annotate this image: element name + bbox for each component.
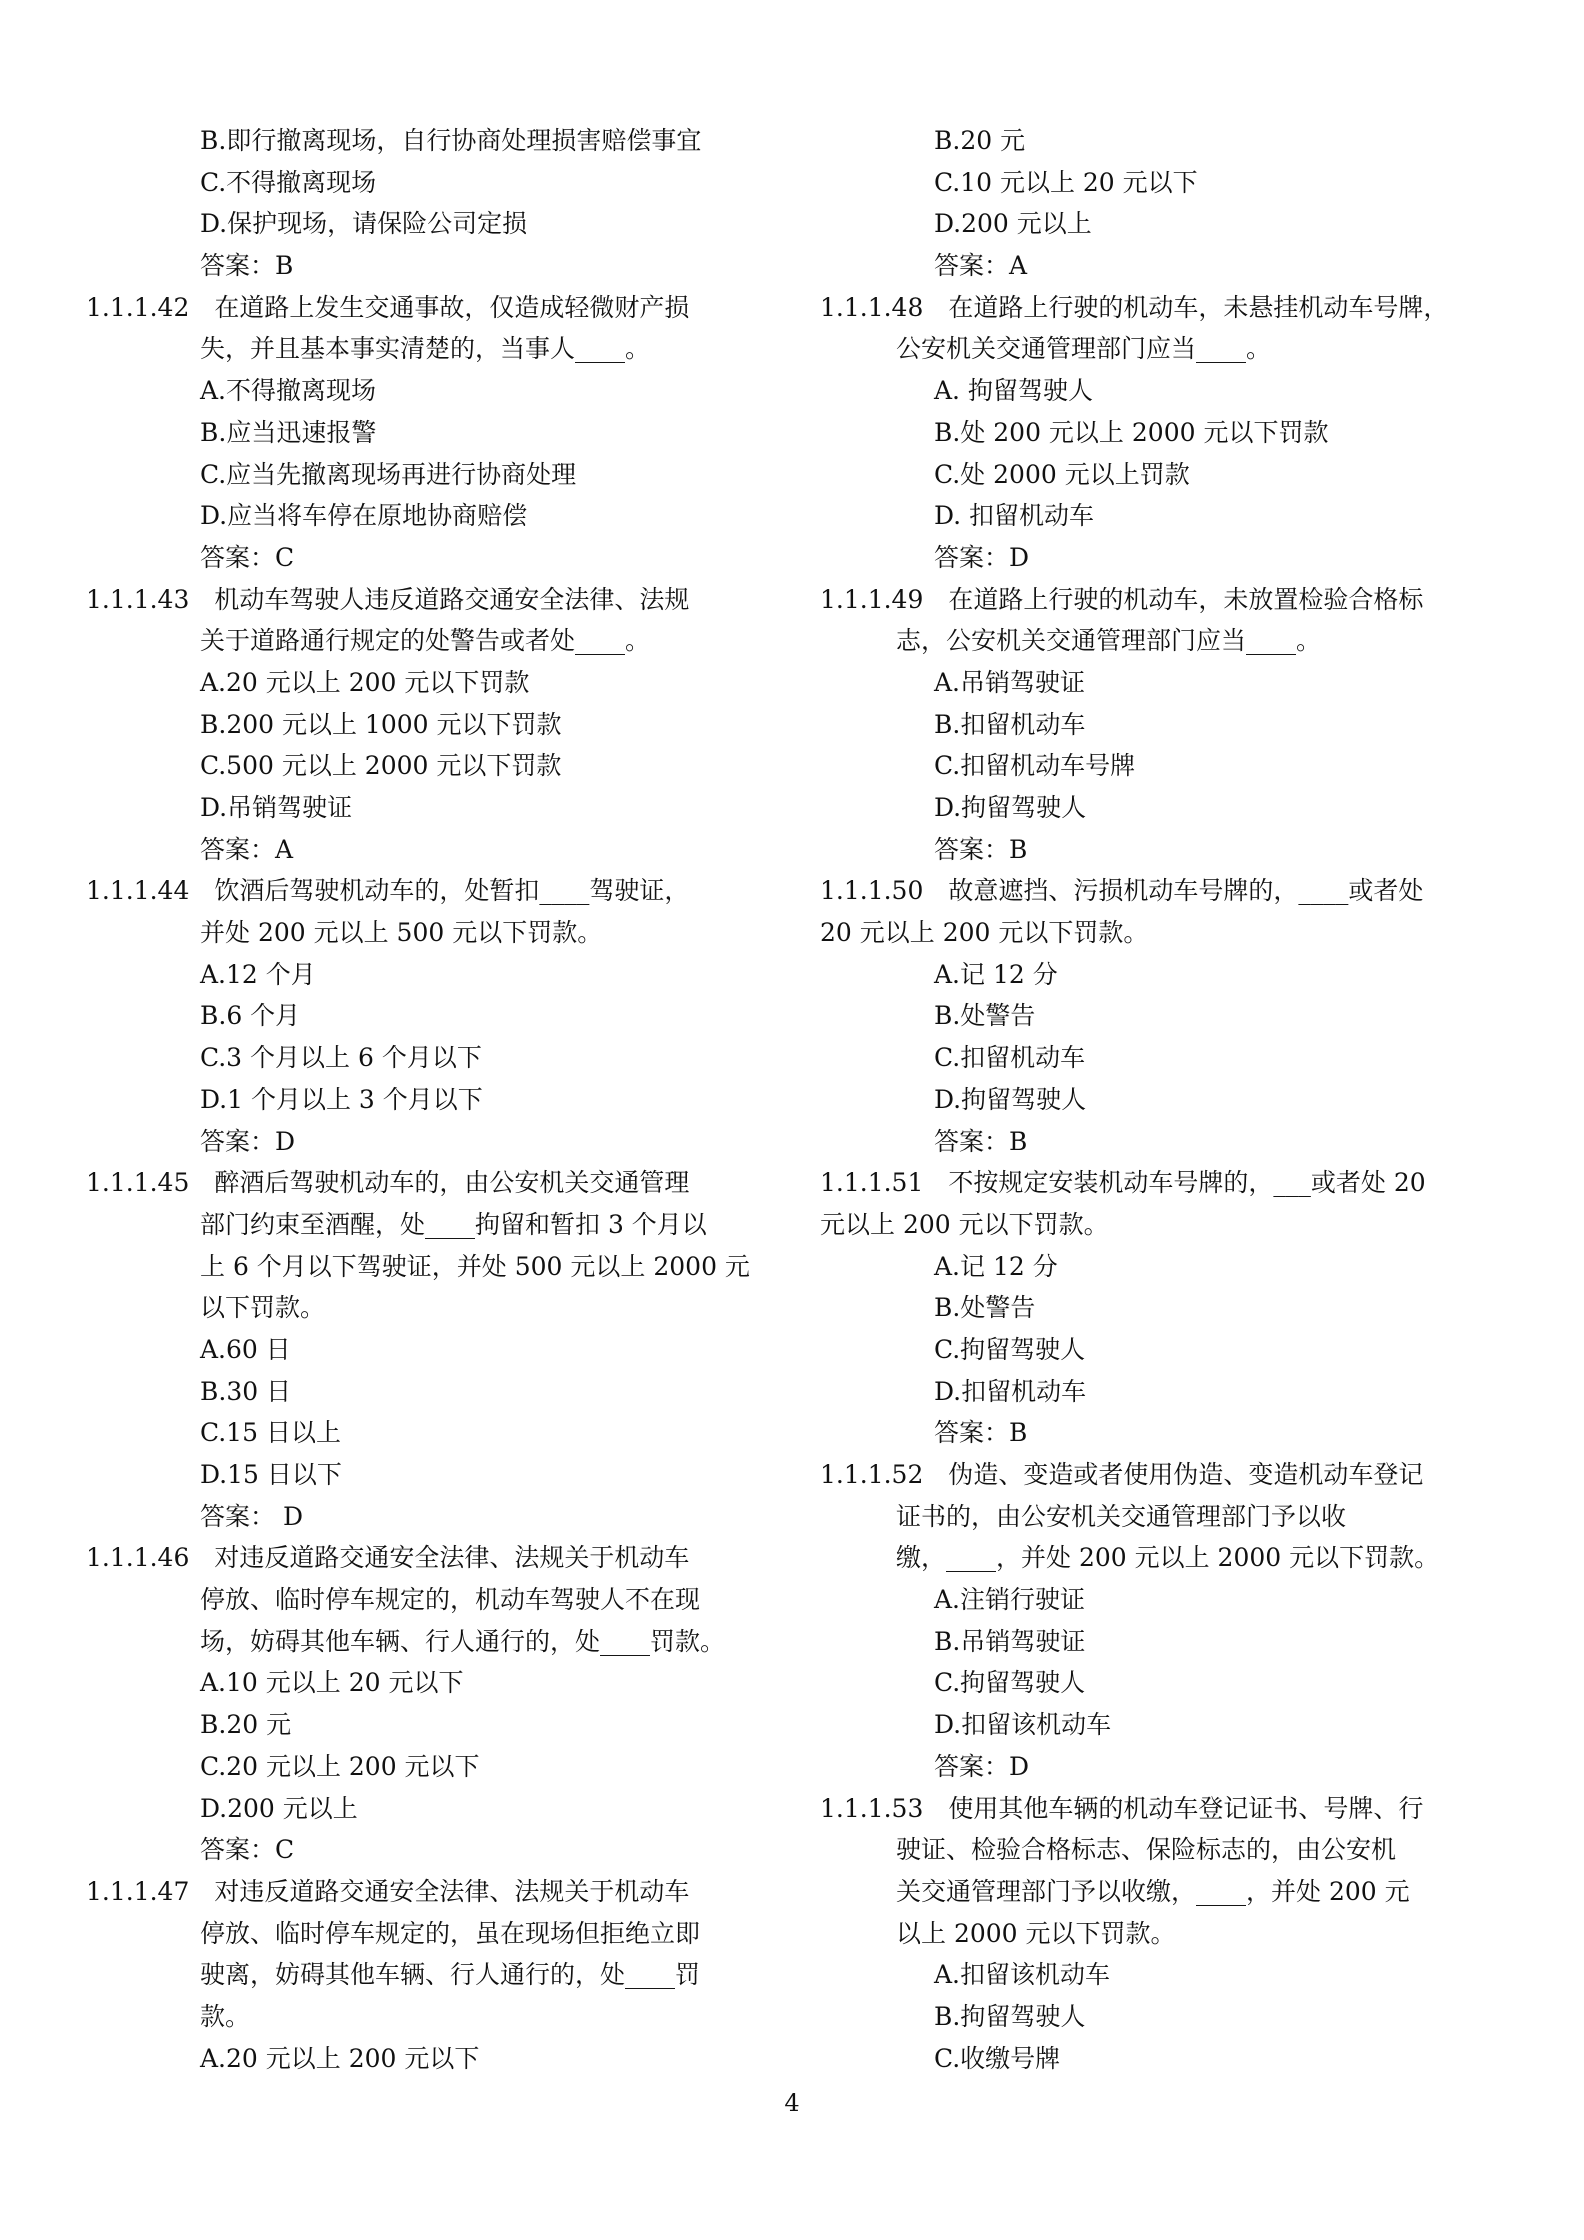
answer-option: B.处警告 xyxy=(934,1293,1036,1323)
question-text: 不按规定安装机动车号牌的，___或者处 20 xyxy=(948,1168,1426,1198)
question-continuation: 部门约束至酒醒，处____拘留和暂扣 3 个月以 xyxy=(200,1209,707,1239)
question-continuation: 公安机关交通管理部门应当____。 xyxy=(896,334,1272,364)
answer-key: 答案：C xyxy=(200,1835,295,1865)
answer-option: D.保护现场，请保险公司定损 xyxy=(200,209,528,239)
answer-option: C.拘留驾驶人 xyxy=(934,1668,1086,1698)
question-continuation: 驶离，妨碍其他车辆、行人通行的，处____罚 xyxy=(200,1960,701,1990)
answer-key: 答案：C xyxy=(200,542,295,572)
question-stem xyxy=(86,1537,768,1579)
question-continuation: 以下罚款。 xyxy=(200,1293,326,1323)
question-stem xyxy=(820,1162,1510,1204)
answer-option: B.处 200 元以上 2000 元以下罚款 xyxy=(934,417,1329,447)
question-number: 1.1.1.49 xyxy=(820,584,924,614)
answer-option: D. 扣留机动车 xyxy=(934,501,1095,531)
answer-option: B.吊销驾驶证 xyxy=(934,1626,1086,1656)
answer-key: 答案：A xyxy=(934,251,1028,281)
question-stem xyxy=(820,870,1510,912)
answer-key: 答案：A xyxy=(200,834,294,864)
question-continuation: 志，公安机关交通管理部门应当____。 xyxy=(896,626,1322,656)
answer-option: A.吊销驾驶证 xyxy=(934,667,1086,697)
answer-option: B.扣留机动车 xyxy=(934,709,1086,739)
answer-option: B.200 元以上 1000 元以下罚款 xyxy=(200,709,562,739)
question-text: 在道路上行驶的机动车，未悬挂机动车号牌， xyxy=(948,292,1449,322)
answer-option: C.应当先撤离现场再进行协商处理 xyxy=(200,459,577,489)
question-number: 1.1.1.45 xyxy=(86,1168,190,1198)
answer-option: B.20 元 xyxy=(934,126,1026,155)
answer-option: C.处 2000 元以上罚款 xyxy=(934,459,1190,489)
answer-option: D.200 元以上 xyxy=(934,209,1092,239)
question-continuation: 款。 xyxy=(200,2001,251,2031)
right-column xyxy=(820,120,1510,2079)
answer-key: 答案：B xyxy=(934,1126,1028,1156)
question-text: 对违反道路交通安全法律、法规关于机动车 xyxy=(214,1543,690,1573)
question-stem xyxy=(86,1162,768,1204)
answer-key: 答案：D xyxy=(200,1126,296,1156)
answer-option: D.扣留机动车 xyxy=(934,1376,1087,1406)
answer-option: C.3 个月以上 6 个月以下 xyxy=(200,1043,482,1073)
answer-key: 答案：B xyxy=(200,251,294,281)
question-continuation: 驶证、检验合格标志、保险标志的，由公安机 xyxy=(896,1835,1397,1865)
question-number: 1.1.1.50 xyxy=(820,876,924,906)
answer-option: B.20 元 xyxy=(200,1710,292,1740)
question-text: 在道路上行驶的机动车，未放置检验合格标 xyxy=(948,584,1424,614)
answer-option: C.20 元以上 200 元以下 xyxy=(200,1751,480,1781)
answer-option: A.记 12 分 xyxy=(934,959,1058,989)
question-stem xyxy=(86,870,768,912)
answer-option: D.扣留该机动车 xyxy=(934,1710,1112,1740)
question-number: 1.1.1.48 xyxy=(820,292,924,322)
question-stem xyxy=(820,287,1510,329)
answer-option: A.不得撤离现场 xyxy=(200,376,377,406)
answer-option: D.拘留驾驶人 xyxy=(934,793,1087,822)
answer-option: A.记 12 分 xyxy=(934,1251,1058,1281)
question-text: 机动车驾驶人违反道路交通安全法律、法规 xyxy=(214,584,690,614)
answer-option: C.收缴号牌 xyxy=(934,2043,1061,2073)
answer-option: A.12 个月 xyxy=(200,959,316,989)
question-number: 1.1.1.43 xyxy=(86,584,190,614)
answer-option: D.1 个月以上 3 个月以下 xyxy=(200,1084,483,1114)
question-continuation: 停放、临时停车规定的，虽在现场但拒绝立即 xyxy=(200,1918,701,1948)
question-number: 1.1.1.53 xyxy=(820,1793,924,1823)
question-text: 醉酒后驾驶机动车的，由公安机关交通管理 xyxy=(214,1168,690,1198)
answer-key: 答案：B xyxy=(934,1418,1028,1448)
answer-option: C.500 元以上 2000 元以下罚款 xyxy=(200,751,562,781)
answer-option: A. 拘留驾驶人 xyxy=(934,376,1093,406)
answer-option: B.30 日 xyxy=(200,1376,292,1406)
question-continuation: 关于道路通行规定的处警告或者处____。 xyxy=(200,626,651,656)
question-stem xyxy=(820,1788,1510,1830)
answer-option: A.扣留该机动车 xyxy=(934,1960,1111,1990)
answer-option: D.拘留驾驶人 xyxy=(934,1084,1087,1114)
question-number: 1.1.1.46 xyxy=(86,1543,190,1573)
answer-key: 答案：B xyxy=(934,834,1028,864)
question-stem xyxy=(86,287,768,329)
answer-option: D.15 日以下 xyxy=(200,1460,342,1489)
question-continuation: 关交通管理部门予以收缴，____，并处 200 元 xyxy=(896,1876,1410,1906)
answer-option: C.拘留驾驶人 xyxy=(934,1334,1086,1364)
answer-option: C.10 元以上 20 元以下 xyxy=(934,167,1198,197)
question-stem xyxy=(820,579,1510,621)
question-text: 使用其他车辆的机动车登记证书、号牌、行 xyxy=(948,1793,1424,1823)
answer-option: C.15 日以上 xyxy=(200,1418,341,1448)
question-number: 1.1.1.47 xyxy=(86,1876,190,1906)
answer-option: B.拘留驾驶人 xyxy=(934,2001,1086,2031)
question-number: 1.1.1.52 xyxy=(820,1460,924,1489)
question-continuation: 以上 2000 元以下罚款。 xyxy=(896,1918,1176,1948)
answer-option: C.扣留机动车 xyxy=(934,1043,1086,1073)
answer-key: 答案：D xyxy=(934,1751,1030,1781)
question-continuation: 上 6 个月以下驾驶证，并处 500 元以上 2000 元 xyxy=(200,1251,750,1281)
answer-option: A.注销行驶证 xyxy=(934,1585,1086,1615)
question-continuation: 停放、临时停车规定的，机动车驾驶人不在现 xyxy=(200,1585,701,1615)
question-stem xyxy=(86,1871,768,1913)
question-continuation: 证书的，由公安机关交通管理部门予以收 xyxy=(896,1501,1347,1531)
left-column xyxy=(86,120,768,2079)
question-number: 1.1.1.51 xyxy=(820,1168,924,1198)
question-continuation: 元以上 200 元以下罚款。 xyxy=(820,1209,1109,1239)
question-number: 1.1.1.42 xyxy=(86,292,190,322)
answer-option: B.6 个月 xyxy=(200,1001,301,1031)
question-stem xyxy=(820,1454,1510,1496)
question-continuation: 缴，____，并处 200 元以上 2000 元以下罚款。 xyxy=(896,1543,1440,1573)
answer-option: C.不得撤离现场 xyxy=(200,167,377,197)
question-continuation: 场，妨碍其他车辆、行人通行的，处____罚款。 xyxy=(200,1626,726,1656)
answer-option: A.10 元以上 20 元以下 xyxy=(200,1668,464,1698)
answer-option: B.处警告 xyxy=(934,1001,1036,1031)
answer-option: C.扣留机动车号牌 xyxy=(934,751,1136,781)
answer-option: B.即行撤离现场，自行协商处理损害赔偿事宜 xyxy=(200,126,702,155)
answer-option: A.60 日 xyxy=(200,1334,291,1364)
question-continuation: 20 元以上 200 元以下罚款。 xyxy=(820,918,1149,948)
answer-option: D.吊销驾驶证 xyxy=(200,793,353,822)
question-text: 伪造、变造或者使用伪造、变造机动车登记 xyxy=(948,1460,1424,1489)
question-text: 故意遮挡、污损机动车号牌的，____或者处 xyxy=(948,876,1424,906)
question-continuation: 失，并且基本事实清楚的，当事人____。 xyxy=(200,334,651,364)
answer-option: D.200 元以上 xyxy=(200,1793,358,1823)
answer-option: D.应当将车停在原地协商赔偿 xyxy=(200,501,528,531)
answer-option: B.应当迅速报警 xyxy=(200,417,377,447)
answer-key: 答案： D xyxy=(200,1501,303,1531)
question-number: 1.1.1.44 xyxy=(86,876,190,906)
question-text: 在道路上发生交通事故，仅造成轻微财产损 xyxy=(214,292,690,322)
answer-key: 答案：D xyxy=(934,542,1030,572)
question-continuation: 并处 200 元以上 500 元以下罚款。 xyxy=(200,918,603,948)
question-text: 饮酒后驾驶机动车的，处暂扣____驾驶证， xyxy=(214,876,690,906)
question-text: 对违反道路交通安全法律、法规关于机动车 xyxy=(214,1876,690,1906)
question-stem xyxy=(86,579,768,621)
answer-option: A.20 元以上 200 元以下罚款 xyxy=(200,667,530,697)
answer-option: A.20 元以上 200 元以下 xyxy=(200,2043,480,2073)
page-number: 4 xyxy=(784,2089,800,2117)
